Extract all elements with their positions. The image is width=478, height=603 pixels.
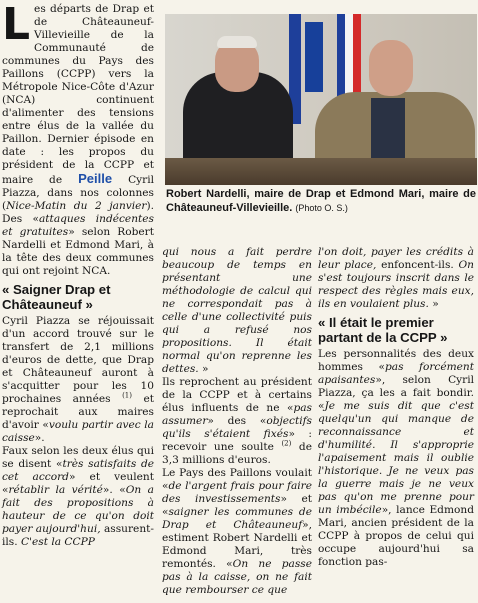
column-3: [318, 246, 474, 569]
section-heading-2: « Il était le premier partant de la CCPP »: [318, 315, 448, 345]
body-paragraph: Faux selon les deux élus qui se disent «très satisfaits de cet accord» et veulent «rétablir la vérité». «On a fait des propositions à hauteur de ce qu'on doit payer aujourd'hui, assurent-ils. C'est la CCPP: [2, 445, 154, 549]
desk: [165, 158, 477, 185]
body-paragraph: qui nous a fait perdre beaucoup de temps en présentant une méthodologie de calcul qui ne correspondait pas à celle d'une collectivité puis qui a refusé nos propositions. Il était normal qu'on reprenne les dettes. »: [162, 246, 312, 375]
body-paragraph: l'on doit, payer les crédits à leur place, enfoncent-ils. On s'est toujours inscrit dans le respect des règles mais eux, ils en voulaient plus. »: [318, 246, 475, 310]
place-name-peille: Peille: [78, 171, 113, 186]
photo-caption: Robert Nardelli, maire de Drap et Edmond Mari, maire de Châteauneuf-Villevieille. (Photo O. S.): [166, 188, 476, 214]
body-paragraph: Les personnalités des deux hommes «pas forcément apaisantes», selon Cyril Piazza, ça les a fait bondir. «Je me suis dit que c'est quelqu'un qui manque de reconnaissance et d'humilité. Il s'approprie l'apaisement mais il oublie l'historique. Je ne veux pas la guerre mais je ne veux pas qu'on me prenne pour un imbécile», lance Edmond Mari, ancien président de la CCPP à propos de celui qui occupe aujourd'hui sa fonction pas-: [318, 348, 474, 569]
body-paragraph: Le Pays des Paillons voulait «de l'argent frais pour faire des investissements» et «saigner les communes de Drap et Châteauneuf», estiment Robert Nardelli et Edmond Mari, très remontés. «On ne passe pas à la caisse, on ne fait que rembourser ce que: [162, 467, 313, 596]
column-2: [162, 246, 312, 597]
body-paragraph: Cyril Piazza se réjouissait d'un accord trouvé sur le transfert de 2,1 millions d'euros de dette, que Drap et Châteauneuf auront à s'acquitter pour les 10 prochaines années $^{(1)}$ et reprochait aux maires d'avoir «voulu partir avec la caisse».: [2, 315, 154, 445]
dropcap: L: [2, 0, 31, 50]
face-right: [369, 40, 413, 96]
source-reference: Nice-Matin du 2 janvier: [6, 200, 147, 212]
section-heading-1: « Saigner Drap et Châteauneuf »: [2, 282, 111, 312]
photo: [165, 14, 477, 185]
lead-paragraph: Les départs de Drap et de Châteauneuf-Villevieille de la Communauté de communes du Pays des Paillons (CCPP) vers la Métropole Nice-Côte d'Azur (NCA) continuent d'alimenter des tensions entre élus de la vallée du Paillon. Dernier épisode en date : les propos du président de la CCPP et maire de Peille Cyril Piazza, dans nos colonnes (Nice-Matin du 2 janvier). Des «attaques indécentes et gratuites» selon Robert Nardelli et Edmond Mari, à la tête des deux communes qui ont rejoint NCA.: [2, 0, 154, 277]
photo-credit: (Photo O. S.): [295, 202, 348, 213]
eu-flag-icon: [305, 22, 323, 92]
column-1: [2, 0, 154, 549]
body-paragraph: Ils reprochent au président de la CCPP et à certains élus influents de ne «pas assumer» des «objectifs qu'ils s'étaient fixés» : recevoir une soulte $^{(2)}$ de 3,3 millions d'euros.: [162, 376, 313, 466]
